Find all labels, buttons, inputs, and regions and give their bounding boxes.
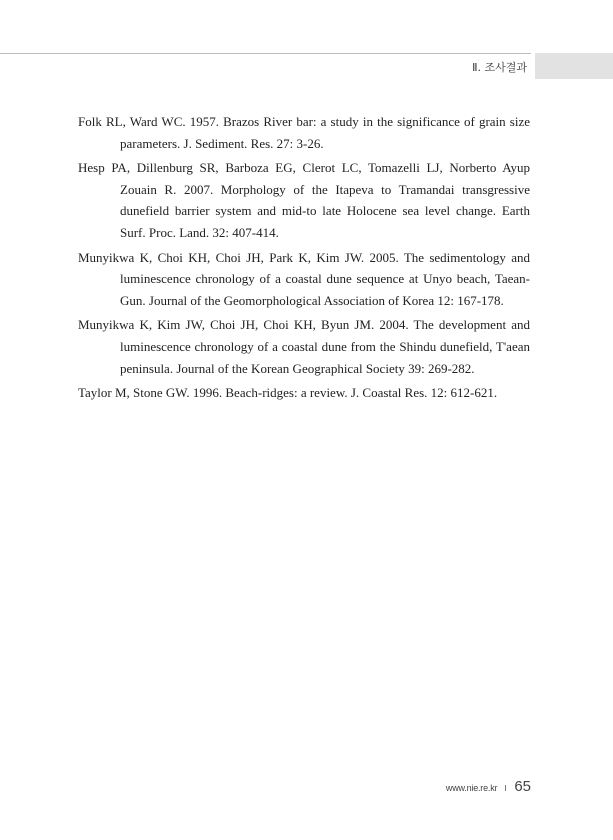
reference-item: Taylor M, Stone GW. 1996. Beach-ridges: a review. J. Coastal Res. 12: 612-621. — [78, 385, 498, 401]
reference-item: Munyikwa K, Choi KH, Choi JH, Park K, Kim JW. 2005. The sedimentology and luminescence chronology of a coastal dune sequence at Unyo beach, Taean-Gun. Journal of the Geomorphological Association of Korea 12: 167-178. — [78, 249, 530, 308]
reference-item: Hesp PA, Dillenburg SR, Barboza EG, Clerot LC, Tomazelli LJ, Norberto Ayup Zouain R. 2007. Morphology of the Itapeva to Tramandai transgressive dunefield barrier system and mid-to late Holocene sea level change. Earth Surf. Proc. Land. 32: 407-414. — [78, 160, 530, 240]
reference-list — [78, 111, 530, 407]
footer-url: www.nie.re.kr — [445, 783, 498, 793]
section-title: Ⅱ. 조사결과 — [472, 61, 527, 74]
page-number: 65 — [514, 778, 531, 795]
header-rule — [0, 53, 531, 54]
page-footer — [446, 778, 531, 795]
reference-item: Munyikwa K, Kim JW, Choi JH, Choi KH, Byun JM. 2004. The development and luminescence chronology of a coastal dune from the Shindu dunefield, T'aean peninsula. Journal of the Korean Geographical Society 39: 269-282. — [78, 317, 530, 376]
footer-separator — [505, 785, 506, 791]
chapter-tab — [535, 53, 613, 79]
reference-item: Folk RL, Ward WC. 1957. Brazos River bar: a study in the significance of grain size parameters. J. Sediment. Res. 27: 3-26. — [78, 114, 530, 151]
